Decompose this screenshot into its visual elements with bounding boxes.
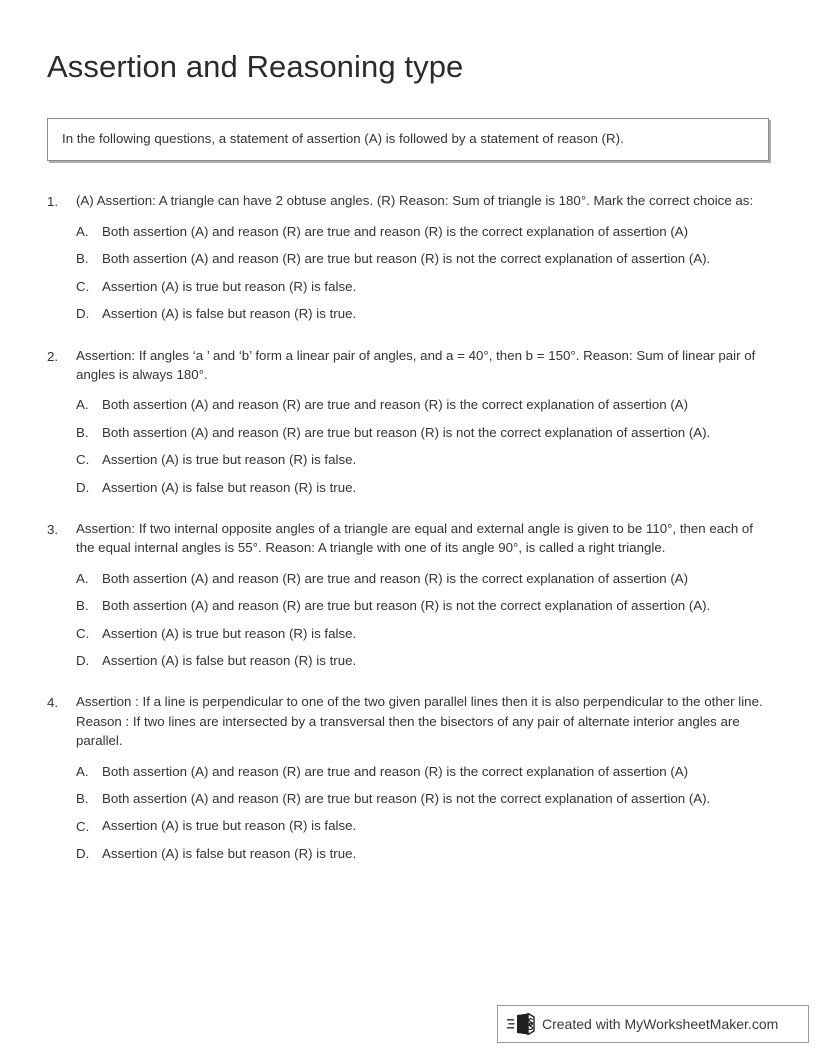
option-letter: D. bbox=[76, 479, 90, 495]
option-list-1 bbox=[47, 222, 769, 324]
option-item[interactable] bbox=[76, 816, 769, 835]
option-item[interactable] bbox=[76, 762, 769, 781]
option-text: Assertion (A) is false but reason (R) is true. bbox=[102, 845, 357, 861]
option-text: Assertion (A) is true but reason (R) is false. bbox=[102, 452, 357, 468]
option-letter: B. bbox=[76, 251, 89, 267]
option-item[interactable] bbox=[76, 596, 769, 615]
question-block-3 bbox=[47, 519, 769, 670]
option-item[interactable] bbox=[76, 249, 769, 268]
question-text: Assertion: If two internal opposite angles of a triangle are equal and external angle is given to be 110°, then each of the equal internal angles is 55°. Reason: A triangle with one of its angle 90°, is called a right triangle. bbox=[76, 521, 754, 556]
option-list-2 bbox=[47, 395, 769, 497]
option-letter: B. bbox=[76, 791, 89, 807]
option-letter: C. bbox=[76, 278, 90, 294]
option-item[interactable] bbox=[76, 624, 769, 643]
option-item[interactable] bbox=[76, 277, 769, 296]
option-text: Assertion (A) is false but reason (R) is true. bbox=[102, 653, 357, 669]
question-number: 4. bbox=[47, 695, 59, 711]
option-text: Both assertion (A) and reason (R) are true but reason (R) is not the correct explanation of assertion (A). bbox=[102, 791, 711, 807]
option-text: Assertion (A) is true but reason (R) is false. bbox=[102, 625, 357, 641]
option-text: Both assertion (A) and reason (R) are true and reason (R) is the correct explanation of assertion (A) bbox=[102, 397, 689, 413]
question-3 bbox=[47, 519, 769, 558]
option-letter: D. bbox=[76, 845, 90, 861]
option-letter: D. bbox=[76, 653, 90, 669]
option-text: Both assertion (A) and reason (R) are true but reason (R) is not the correct explanation of assertion (A). bbox=[102, 251, 711, 267]
instruction-box bbox=[47, 118, 769, 161]
worksheet-maker-logo-icon bbox=[507, 1012, 537, 1036]
option-letter: A. bbox=[76, 570, 89, 586]
option-letter: C. bbox=[76, 818, 90, 834]
option-letter: A. bbox=[76, 763, 89, 779]
page-title: Assertion and Reasoning type bbox=[47, 49, 464, 84]
question-number: 3. bbox=[47, 522, 59, 538]
question-number: 2. bbox=[47, 348, 59, 364]
option-item[interactable] bbox=[76, 844, 769, 863]
option-text: Both assertion (A) and reason (R) are true but reason (R) is not the correct explanation of assertion (A). bbox=[102, 424, 711, 440]
watermark-badge[interactable] bbox=[497, 1005, 809, 1043]
instruction-text: In the following questions, a statement of assertion (A) is followed by a statement of reason (R). bbox=[62, 130, 624, 146]
option-item[interactable] bbox=[76, 222, 769, 241]
option-letter: A. bbox=[76, 397, 89, 413]
option-text: Assertion (A) is true but reason (R) is false. bbox=[102, 278, 357, 294]
option-item[interactable] bbox=[76, 569, 769, 588]
option-list-3 bbox=[47, 569, 769, 671]
option-text: Both assertion (A) and reason (R) are true but reason (R) is not the correct explanation of assertion (A). bbox=[102, 598, 711, 614]
option-letter: C. bbox=[76, 625, 90, 641]
question-2 bbox=[47, 346, 769, 385]
option-letter: B. bbox=[76, 424, 89, 440]
option-item[interactable] bbox=[76, 651, 769, 670]
option-item[interactable] bbox=[76, 789, 769, 808]
option-letter: D. bbox=[76, 306, 90, 322]
option-text: Both assertion (A) and reason (R) are true and reason (R) is the correct explanation of assertion (A) bbox=[102, 763, 689, 779]
question-number: 1. bbox=[47, 193, 59, 209]
watermark-label: Created with MyWorksheetMaker.com bbox=[542, 1016, 779, 1032]
option-item[interactable] bbox=[76, 395, 769, 414]
option-list-4 bbox=[47, 762, 769, 864]
option-text: Assertion (A) is false but reason (R) is true. bbox=[102, 306, 357, 322]
question-block-2 bbox=[47, 346, 769, 497]
question-block-4 bbox=[47, 692, 769, 863]
option-letter: B. bbox=[76, 598, 89, 614]
option-letter: A. bbox=[76, 224, 89, 240]
option-item[interactable] bbox=[76, 450, 769, 469]
question-text: (A) Assertion: A triangle can have 2 obtuse angles. (R) Reason: Sum of triangle is 180°. Mark the correct choice as: bbox=[76, 192, 754, 208]
option-item[interactable] bbox=[76, 304, 769, 323]
option-text: Both assertion (A) and reason (R) are true and reason (R) is the correct explanation of assertion (A) bbox=[102, 570, 689, 586]
option-item[interactable] bbox=[76, 478, 769, 497]
option-letter: C. bbox=[76, 452, 90, 468]
option-text: Both assertion (A) and reason (R) are true and reason (R) is the correct explanation of assertion (A) bbox=[102, 223, 689, 239]
question-4 bbox=[47, 692, 769, 750]
question-text: Assertion: If angles ‘a ’ and ‘b’ form a linear pair of angles, and a = 40°, then b = 150°. Reason: Sum of linear pair of angles is always 180°. bbox=[76, 347, 756, 382]
question-1 bbox=[47, 191, 769, 211]
option-text: Assertion (A) is false but reason (R) is true. bbox=[102, 479, 357, 495]
question-text: Assertion : If a line is perpendicular to one of the two given parallel lines then it is also perpendicular to the other line. Reason : If two lines are intersected by a transversal then the bisectors of any pair of alternate interior angles are parallel. bbox=[76, 694, 763, 749]
question-block-1 bbox=[47, 191, 769, 324]
option-item[interactable] bbox=[76, 423, 769, 442]
question-list bbox=[47, 191, 769, 864]
option-text: Assertion (A) is true but reason (R) is false. bbox=[102, 818, 357, 834]
